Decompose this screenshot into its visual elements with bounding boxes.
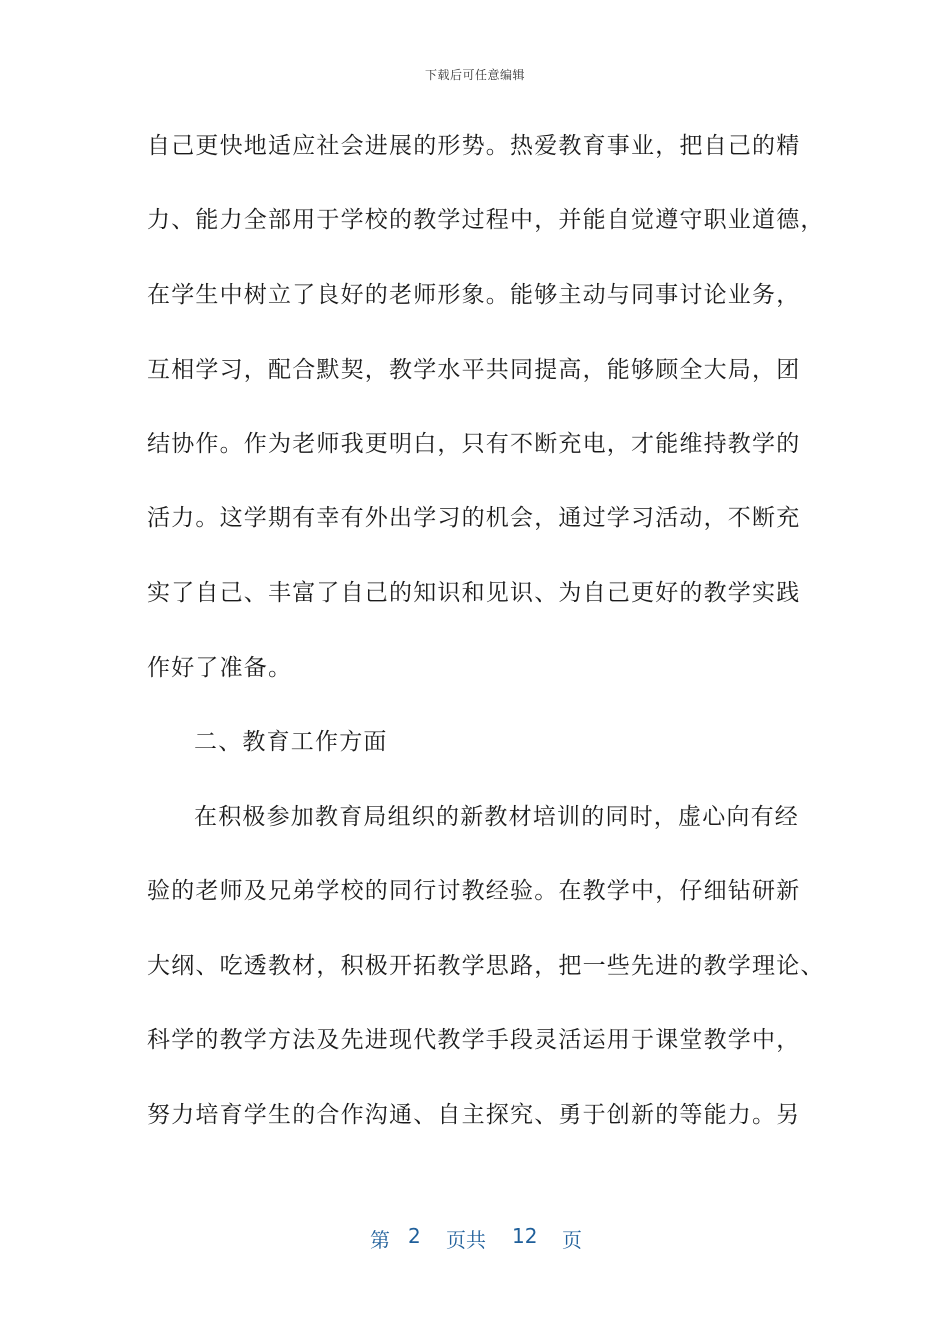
total-label: 页共 bbox=[446, 1228, 486, 1252]
page-label: 第 bbox=[370, 1228, 390, 1252]
text-line: 科学的教学方法及先进现代教学手段灵活运用于课堂教学中， bbox=[147, 1027, 801, 1053]
text-line: 结协作。作为老师我更明白，只有不断充电，才能维持教学的 bbox=[147, 431, 801, 457]
page-suffix: 页 bbox=[562, 1228, 582, 1252]
page-header: 下载后可任意编辑 bbox=[424, 68, 525, 82]
section-heading: 二、教育工作方面 bbox=[194, 729, 388, 755]
text-line: 努力培育学生的合作沟通、自主探究、勇于创新的等能力。另 bbox=[147, 1102, 801, 1128]
text-line: 验的老师及兄弟学校的同行讨教经验。在教学中，仔细钻研新 bbox=[147, 878, 801, 904]
text-line: 实了自己、丰富了自己的知识和见识、为自己更好的教学实践 bbox=[147, 580, 801, 606]
text-line: 在学生中树立了良好的老师形象。能够主动与同事讨论业务， bbox=[147, 282, 801, 308]
total-pages: 12 bbox=[512, 1224, 538, 1248]
text-line: 作好了准备。 bbox=[147, 655, 293, 681]
page-number: 2 bbox=[408, 1224, 421, 1248]
text-line: 活力。这学期有幸有外出学习的机会，通过学习活动，不断充 bbox=[147, 505, 801, 531]
text-line: 大纲、吃透教材，积极开拓教学思路，把一些先进的教学理论、 bbox=[147, 953, 825, 979]
text-line: 自己更快地适应社会进展的形势。热爱教育事业，把自己的精 bbox=[147, 133, 801, 159]
page-footer bbox=[0, 1224, 950, 1254]
text-line: 在积极参加教育局组织的新教材培训的同时，虚心向有经 bbox=[194, 804, 799, 830]
text-line: 力、能力全部用于学校的教学过程中，并能自觉遵守职业道德， bbox=[147, 207, 825, 233]
text-line: 互相学习，配合默契，教学水平共同提高，能够顾全大局，团 bbox=[147, 357, 801, 383]
